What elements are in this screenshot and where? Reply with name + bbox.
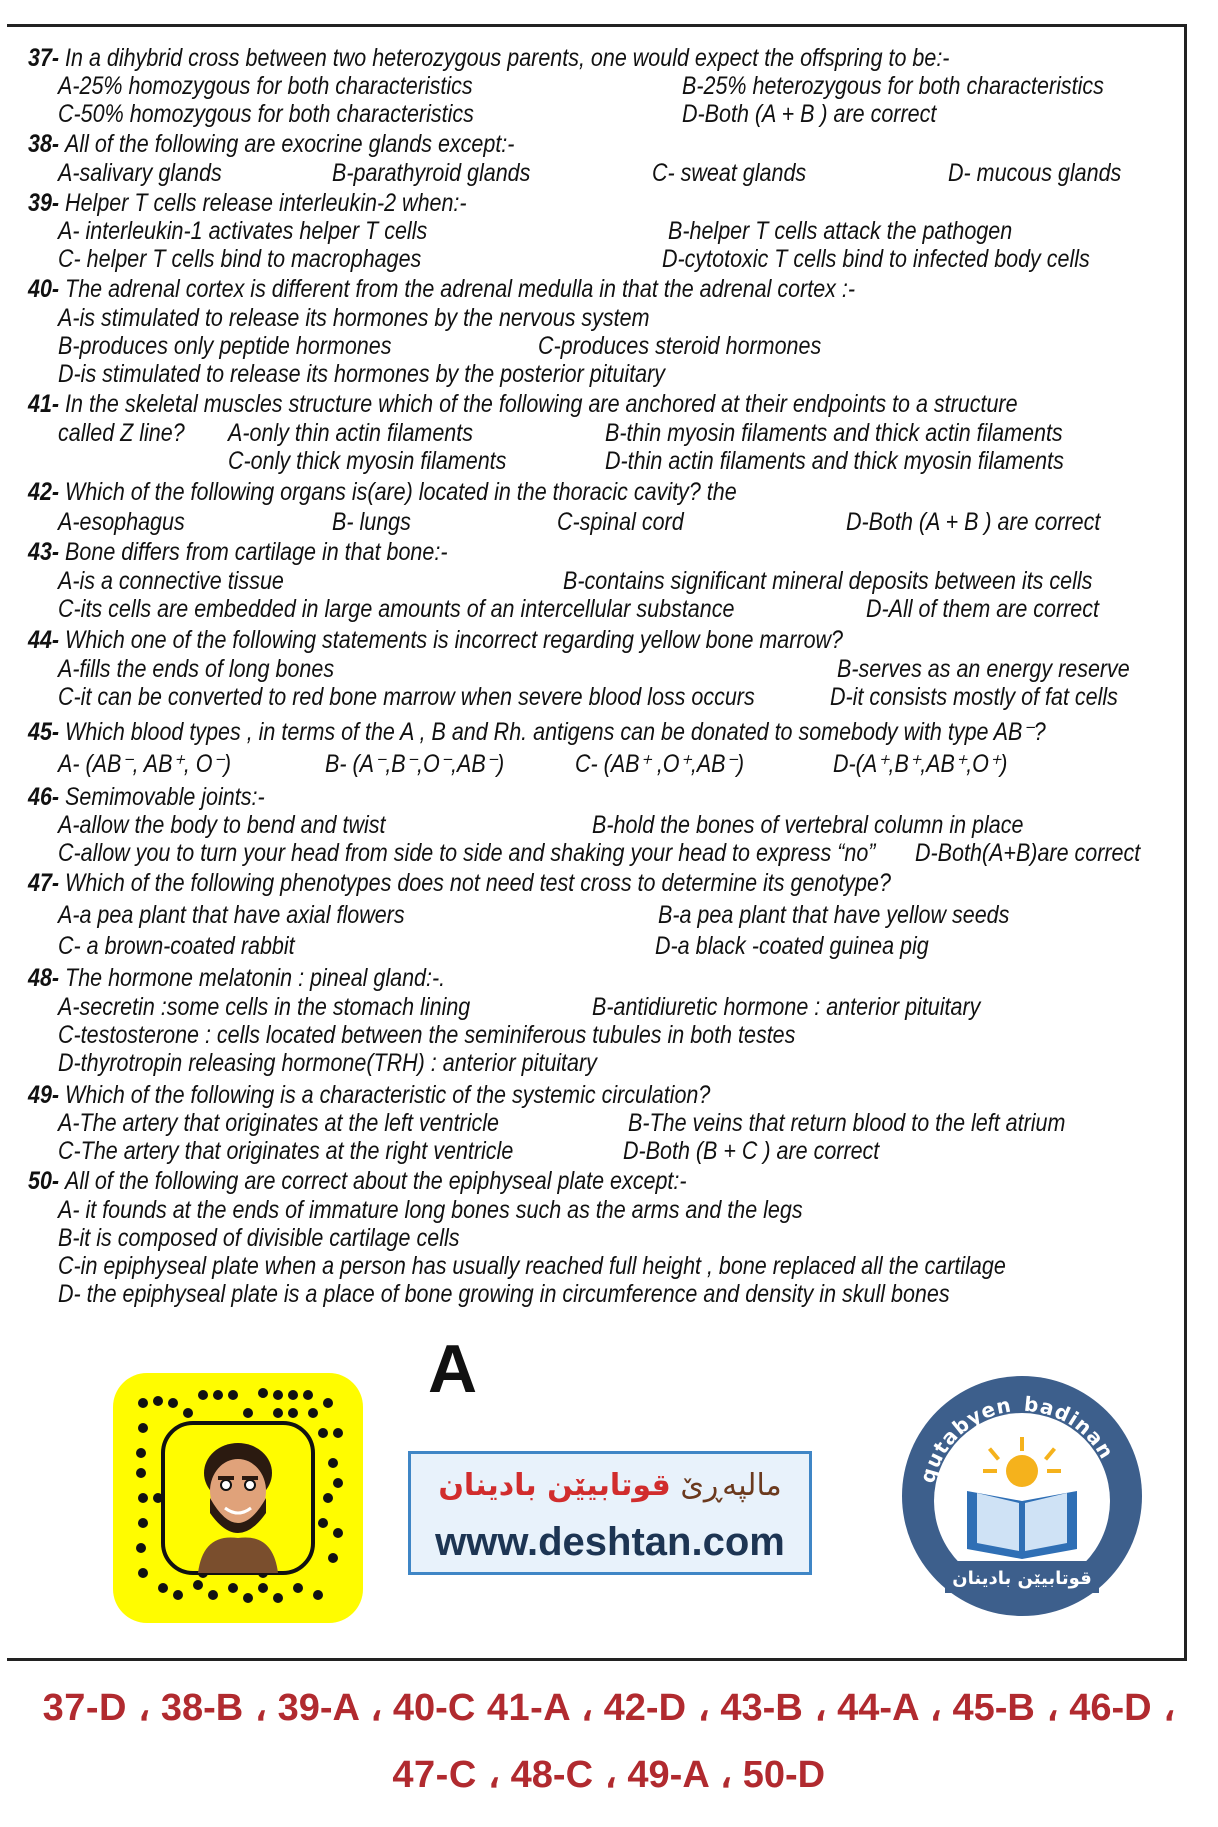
answer-key-line-1: 37-D ، 38-B ، 39-A ، 40-C 41-A ، 42-D ، 43-B ، 44-A ، 45-B ، 46-D ،: [42, 1687, 1176, 1729]
q48-option-a: A-secretin :some cells in the stomach lining: [58, 993, 471, 1021]
snapcode-qr[interactable]: [113, 1373, 363, 1623]
question-50: 50- All of the following are correct about the epiphyseal plate except:-: [28, 1167, 687, 1195]
qutabyen-badinan-logo: [897, 1371, 1147, 1621]
q41-option-c: C-only thick myosin filaments: [228, 447, 507, 475]
q50-option-d: D- the epiphyseal plate is a place of bone growing in circumference and density in skull bones: [58, 1280, 950, 1308]
q38-option-b: B-parathyroid glands: [332, 159, 531, 187]
q50-option-a: A- it founds at the ends of immature long bones such as the arms and the legs: [58, 1196, 803, 1224]
question-43: 43- Bone differs from cartilage in that bone:-: [28, 538, 448, 566]
answer-key-line-2: 47-C ، 48-C ، 49-A ، 50-D: [392, 1754, 826, 1796]
question-41-cont: called Z line?: [58, 419, 185, 447]
q39-option-b: B-helper T cells attack the pathogen: [668, 217, 1013, 245]
q49-option-d: D-Both (B + C ) are correct: [623, 1137, 880, 1165]
banner-url-link[interactable]: www.deshtan.com: [435, 1520, 785, 1564]
q46-option-c: C-allow you to turn your head from side to side and shaking your head to express “no”: [58, 839, 876, 867]
question-41: 41- In the skeletal muscles structure which of the following are anchored at their endpoints to a structure: [28, 390, 1018, 418]
q49-option-a: A-The artery that originates at the left ventricle: [58, 1109, 499, 1137]
q44-option-d: D-it consists mostly of fat cells: [830, 683, 1118, 711]
q41-option-a: A-only thin actin filaments: [228, 419, 473, 447]
q48-option-d: D-thyrotropin releasing hormone(TRH) : anterior pituitary: [58, 1049, 597, 1077]
q50-option-b: B-it is composed of divisible cartilage cells: [58, 1224, 460, 1252]
q46-option-d: D-Both(A+B)are correct: [915, 839, 1141, 867]
q42-option-a: A-esophagus: [58, 508, 185, 536]
question-44: 44- Which one of the following statements is incorrect regarding yellow bone marrow?: [28, 626, 844, 654]
banner-kurdish-text: مالپەڕێ قوتابیێن بادینان: [438, 1468, 782, 1503]
q40-option-d: D-is stimulated to release its hormones by the posterior pituitary: [58, 360, 666, 388]
q48-option-b: B-antidiuretic hormone : anterior pituitary: [592, 993, 981, 1021]
q37-option-b: B-25% heterozygous for both characteristics: [682, 72, 1104, 100]
q39-option-c: C- helper T cells bind to macrophages: [58, 245, 422, 273]
website-banner[interactable]: [408, 1451, 812, 1575]
q40-option-b: B-produces only peptide hormones: [58, 332, 392, 360]
question-48: 48- The hormone melatonin : pineal gland:-.: [28, 964, 446, 992]
q49-option-c: C-The artery that originates at the right ventricle: [58, 1137, 514, 1165]
q39-option-a: A- interleukin-1 activates helper T cells: [58, 217, 428, 245]
q43-option-b: B-contains significant mineral deposits between its cells: [563, 567, 1093, 595]
svg-text:★: ★: [937, 1506, 950, 1522]
snapcode-pattern-icon: [113, 1373, 363, 1623]
q37-option-a: A-25% homozygous for both characteristics: [58, 72, 473, 100]
q47-option-c: C- a brown-coated rabbit: [58, 932, 295, 960]
question-46: 46- Semimovable joints:-: [28, 783, 265, 811]
q47-option-a: A-a pea plant that have axial flowers: [58, 901, 405, 929]
question-45: 45- Which blood types , in terms of the A , B and Rh. antigens can be donated to somebody with type AB⁻?: [28, 718, 1046, 746]
q41-option-d: D-thin actin filaments and thick myosin filaments: [605, 447, 1064, 475]
q49-option-b: B-The veins that return blood to the left atrium: [628, 1109, 1066, 1137]
exam-model-letter: A: [428, 1331, 478, 1407]
question-40: 40- The adrenal cortex is different from the adrenal medulla in that the adrenal cortex :-: [28, 275, 856, 303]
q42-option-c: C-spinal cord: [557, 508, 684, 536]
logo-arc-text: qutabyen_badinan: [914, 1391, 1120, 1486]
q48-option-c: C-testosterone : cells located between the seminiferous tubules in both testes: [58, 1021, 796, 1049]
q44-option-a: A-fills the ends of long bones: [58, 655, 335, 683]
q45-option-b: B- (A⁻,B⁻,O⁻,AB⁻): [325, 750, 505, 778]
question-37: 37- In a dihybrid cross between two heterozygous parents, one would expect the offspring to be:-: [28, 44, 950, 72]
q46-option-a: A-allow the body to bend and twist: [58, 811, 386, 839]
question-47: 47- Which of the following phenotypes does not need test cross to determine its genotype?: [28, 869, 891, 897]
q40-option-c: C-produces steroid hormones: [538, 332, 822, 360]
q50-option-c: C-in epiphyseal plate when a person has usually reached full height , bone replaced all the cartilage: [58, 1252, 1006, 1280]
q43-option-c: C-its cells are embedded in large amounts of an intercellular substance: [58, 595, 735, 623]
q38-option-c: C- sweat glands: [652, 159, 807, 187]
q45-option-a: A- (AB⁻, AB⁺, O⁻): [58, 750, 232, 778]
q43-option-a: A-is a connective tissue: [58, 567, 284, 595]
q47-option-d: D-a black -coated guinea pig: [655, 932, 929, 960]
q37-option-d: D-Both (A + B ) are correct: [682, 100, 937, 128]
q39-option-d: D-cytotoxic T cells bind to infected body cells: [662, 245, 1090, 273]
question-49: 49- Which of the following is a characteristic of the systemic circulation?: [28, 1081, 711, 1109]
q45-option-d: D-(A⁺,B⁺,AB⁺,O⁺): [833, 750, 1008, 778]
q38-option-d: D- mucous glands: [948, 159, 1122, 187]
q46-option-b: B-hold the bones of vertebral column in place: [592, 811, 1024, 839]
q45-option-c: C- (AB⁺ ,O⁺,AB⁻): [575, 750, 745, 778]
question-38: 38- All of the following are exocrine glands except:-: [28, 130, 515, 158]
q43-option-d: D-All of them are correct: [866, 595, 1099, 623]
question-42: 42- Which of the following organs is(are) located in the thoracic cavity? the: [28, 478, 737, 506]
q40-option-a: A-is stimulated to release its hormones by the nervous system: [58, 304, 650, 332]
svg-text:★: ★: [1095, 1506, 1108, 1522]
logo-ribbon-text: قوتابیێن بادینان: [952, 1568, 1092, 1589]
q38-option-a: A-salivary glands: [58, 159, 222, 187]
q37-option-c: C-50% homozygous for both characteristics: [58, 100, 474, 128]
q42-option-b: B- lungs: [332, 508, 411, 536]
q47-option-b: B-a pea plant that have yellow seeds: [658, 901, 1010, 929]
q42-option-d: D-Both (A + B ) are correct: [846, 508, 1101, 536]
q44-option-c: C-it can be converted to red bone marrow when severe blood loss occurs: [58, 683, 755, 711]
question-39: 39- Helper T cells release interleukin-2 when:-: [28, 189, 467, 217]
q44-option-b: B-serves as an energy reserve: [837, 655, 1130, 683]
q41-option-b: B-thin myosin filaments and thick actin filaments: [605, 419, 1063, 447]
